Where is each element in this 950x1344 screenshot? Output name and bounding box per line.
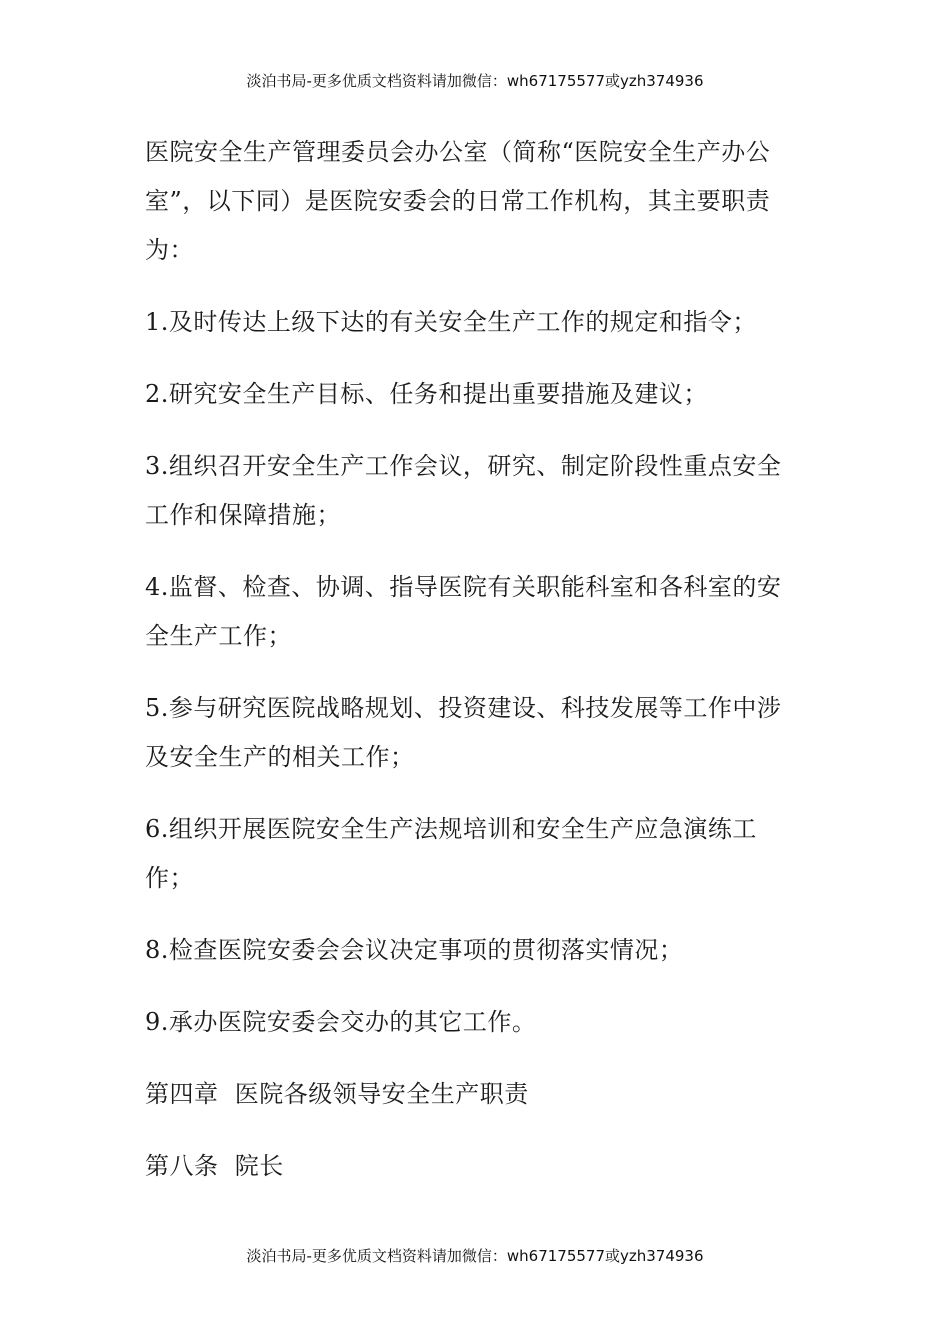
duty-item-5: 5.参与研究医院战略规划、投资建设、科技发展等工作中涉及安全生产的相关工作； — [145, 694, 782, 771]
page-header-watermark: 淡泊书局-更多优质文档资料请加微信：wh67175577或yzh374936 — [246, 72, 704, 90]
intro-paragraph: 医院安全生产管理委员会办公室（简称“医院安全生产办公室”，以下同）是医院安委会的日常工作机构，其主要职责为： — [145, 138, 771, 264]
chapter-heading: 第四章 医院各级领导安全生产职责 — [145, 1080, 529, 1108]
duty-item-3: 3.组织召开安全生产工作会议，研究、制定阶段性重点安全工作和保障措施； — [145, 452, 782, 529]
duty-item-9: 9.承办医院安委会交办的其它工作。 — [145, 1008, 537, 1036]
duty-item-4: 4.监督、检查、协调、指导医院有关职能科室和各科室的安全生产工作； — [145, 573, 782, 650]
article-heading: 第八条 院长 — [145, 1152, 284, 1180]
page-footer-watermark: 淡泊书局-更多优质文档资料请加微信：wh67175577或yzh374936 — [246, 1247, 704, 1265]
duty-item-1: 1.及时传达上级下达的有关安全生产工作的规定和指令； — [145, 308, 757, 336]
duty-item-8: 8.检查医院安委会会议决定事项的贯彻落实情况； — [145, 936, 684, 964]
duty-item-2: 2.研究安全生产目标、任务和提出重要措施及建议； — [145, 380, 708, 408]
document-body — [145, 128, 795, 1214]
duty-item-6: 6.组织开展医院安全生产法规培训和安全生产应急演练工作； — [145, 815, 757, 892]
